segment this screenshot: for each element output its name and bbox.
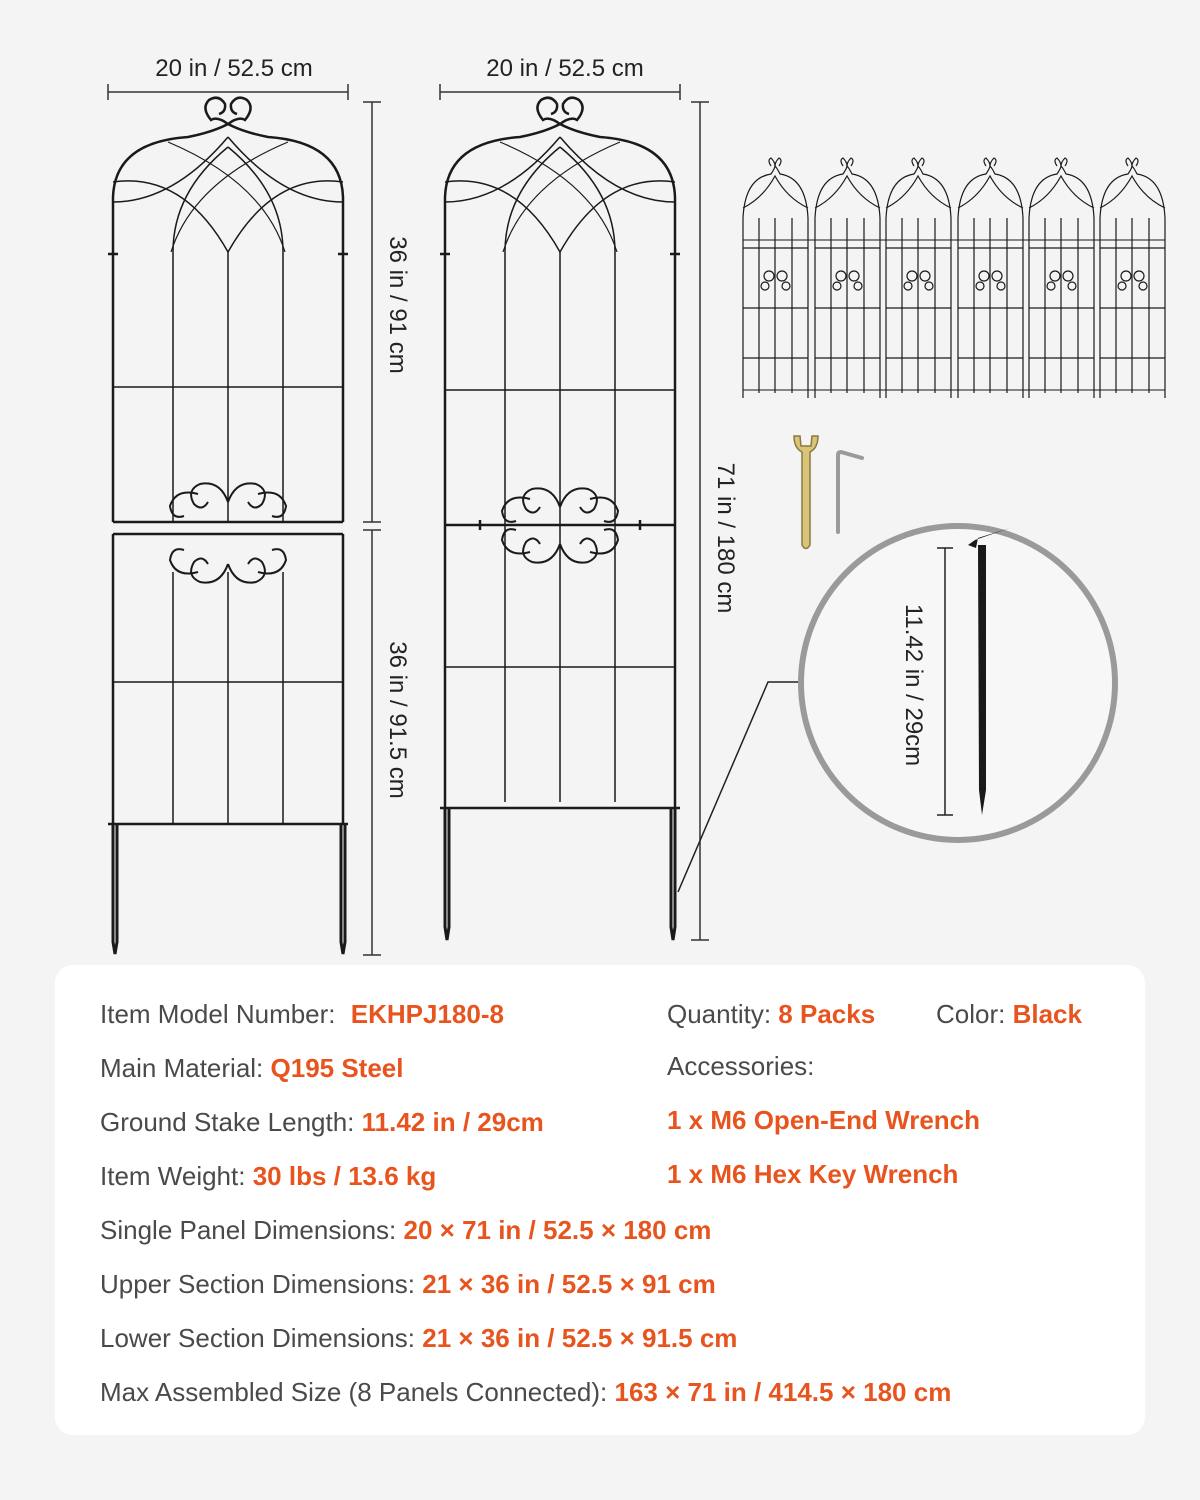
spec-accessories <box>667 1051 814 1082</box>
spec-value: 11.42 in / 29cm <box>361 1107 544 1137</box>
spec-value: 20 × 71 in / 52.5 × 180 cm <box>403 1215 712 1245</box>
spec-card <box>55 965 1145 1435</box>
spec-label: Single Panel Dimensions: <box>100 1215 397 1245</box>
spec-value: Q195 Steel <box>270 1053 404 1083</box>
spec-material <box>100 1053 404 1084</box>
spec-label: Ground Stake Length: <box>100 1107 355 1137</box>
total-height-label: 71 in / 180 cm <box>712 462 739 614</box>
spec-value: 30 lbs / 13.6 kg <box>252 1161 437 1191</box>
spec-label: Item Model Number: <box>100 999 336 1029</box>
spec-lower-section <box>100 1323 737 1354</box>
hex-key-icon <box>838 452 862 532</box>
spec-value: 1 x M6 Open-End Wrench <box>667 1105 981 1135</box>
spec-weight <box>100 1161 436 1192</box>
spec-label: Color: <box>936 999 1006 1029</box>
spec-model <box>100 999 504 1030</box>
right-panel <box>440 98 680 940</box>
spec-accessory-1 <box>667 1105 980 1136</box>
spec-label: Upper Section Dimensions: <box>100 1269 416 1299</box>
spec-value: 1 x M6 Hex Key Wrench <box>667 1159 959 1189</box>
spec-upper-section <box>100 1269 716 1300</box>
spec-value: 21 × 36 in / 52.5 × 91 cm <box>422 1269 716 1299</box>
upper-height-label: 36 in / 91 cm <box>384 236 411 374</box>
spec-stake <box>100 1107 544 1138</box>
spec-accessory-2 <box>667 1159 958 1190</box>
stake-length-label: 11.42 in / 29cm <box>900 603 927 767</box>
left-panel <box>108 98 348 954</box>
panel-set-thumbnail <box>743 158 1165 398</box>
spec-color <box>936 999 1082 1030</box>
open-end-wrench-icon <box>794 436 818 549</box>
width-label-left: 20 in / 52.5 cm <box>155 55 313 82</box>
spec-label: Max Assembled Size (8 Panels Connected): <box>100 1377 608 1407</box>
spec-label: Main Material: <box>100 1053 264 1083</box>
spec-label: Accessories: <box>667 1051 815 1081</box>
stake-detail <box>678 526 1115 892</box>
spec-label: Item Weight: <box>100 1161 246 1191</box>
spec-value: Black <box>1012 999 1082 1029</box>
spec-single-panel <box>100 1215 711 1246</box>
spec-max-size <box>100 1377 951 1408</box>
width-label-right: 20 in / 52.5 cm <box>486 55 644 82</box>
spec-value: 21 × 36 in / 52.5 × 91.5 cm <box>422 1323 738 1353</box>
spec-value: 163 × 71 in / 414.5 × 180 cm <box>614 1377 952 1407</box>
spec-label: Quantity: <box>667 999 772 1029</box>
spec-value: 8 Packs <box>778 999 876 1029</box>
spec-label: Lower Section Dimensions: <box>100 1323 416 1353</box>
lower-height-label: 36 in / 91.5 cm <box>384 641 411 799</box>
spec-quantity <box>667 999 875 1030</box>
spec-value: EKHPJ180-8 <box>350 999 504 1029</box>
